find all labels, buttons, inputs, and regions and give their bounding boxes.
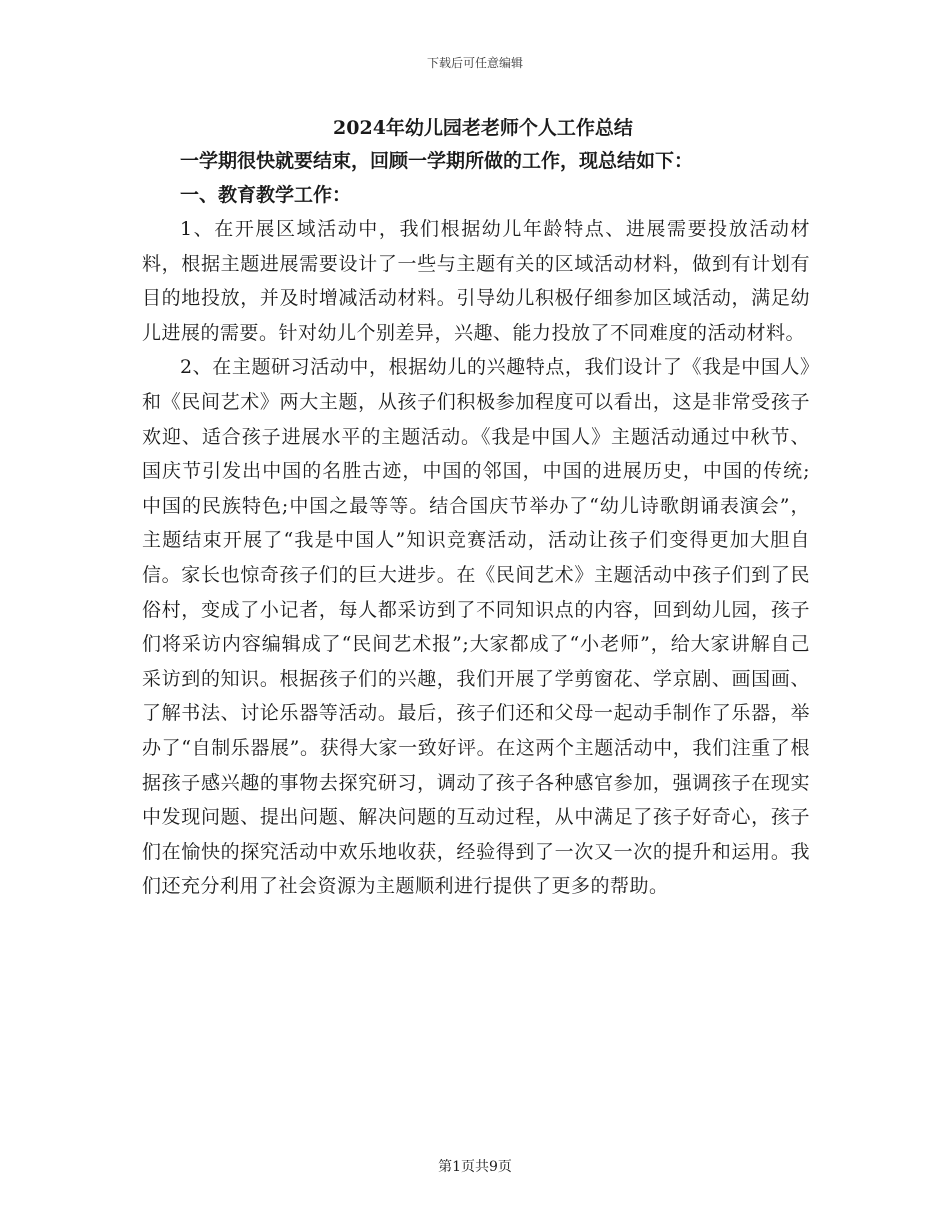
section-heading: 一、教育教学工作：	[180, 184, 352, 206]
paragraph-2: 2、在主题研习活动中，根据幼儿的兴趣特点，我们设计了《我是中国人》和《民间艺术》两大主题，从孩子们积极参加程度可以看出，这是非常受孩子欢迎、适合孩子进展水平的主题活动。《我是中国人》主题活动通过中秋节、国庆节引发出中国的名胜古迹，中国的邻国，中国的进展历史，中国的传统;中国的民族特色;中国之最等等。结合国庆节举办了“幼儿诗歌朗诵表演会”，主题结束开展了“我是中国人”知识竞赛活动，活动让孩子们变得更加大胆自信。家长也惊奇孩子们的巨大进步。在《民间艺术》主题活动中孩子们到了民俗村，变成了小记者，每人都采访到了不同知识点的内容，回到幼儿园，孩子们将采访内容编辑成了“民间艺术报”;大家都成了“小老师”，给大家讲解自己采访到的知识。根据孩子们的兴趣，我们开展了学剪窗花、学京剧、画国画、了解书法、讨论乐器等活动。最后，孩子们还和父母一起动手制作了乐器，举办了“自制乐器展”。获得大家一致好评。在这两个主题活动中，我们注重了根据孩子感兴趣的事物去探究研习，调动了孩子各种感官参加，强调孩子在现实中发现问题、提出问题、解决问题的互动过程，从中满足了孩子好奇心，孩子们在愉快的探究活动中欢乐地收获，经验得到了一次又一次的提升和运用。我们还充分利用了社会资源为主题顺利进行提供了更多的帮助。	[142, 356, 810, 898]
document-title: 2024年幼儿园老老师个人工作总结	[333, 117, 633, 139]
intro-line: 一学期很快就要结束，回顾一学期所做的工作，现总结如下：	[180, 150, 694, 172]
paragraph-1: 1、在开展区域活动中，我们根据幼儿年龄特点、进展需要投放活动材料，根据主题进展需要设计了一些与主题有关的区域活动材料，做到有计划有目的地投放，并及时增减活动材料。引导幼儿积极仔细参加区域活动，满足幼儿进展的需要。针对幼儿个别差异，兴趣、能力投放了不同难度的活动材料。	[142, 218, 810, 344]
header-note: 下载后可任意编辑	[426, 56, 523, 70]
document-body	[142, 112, 810, 904]
page-footer: 第1页共9页	[438, 1159, 512, 1175]
